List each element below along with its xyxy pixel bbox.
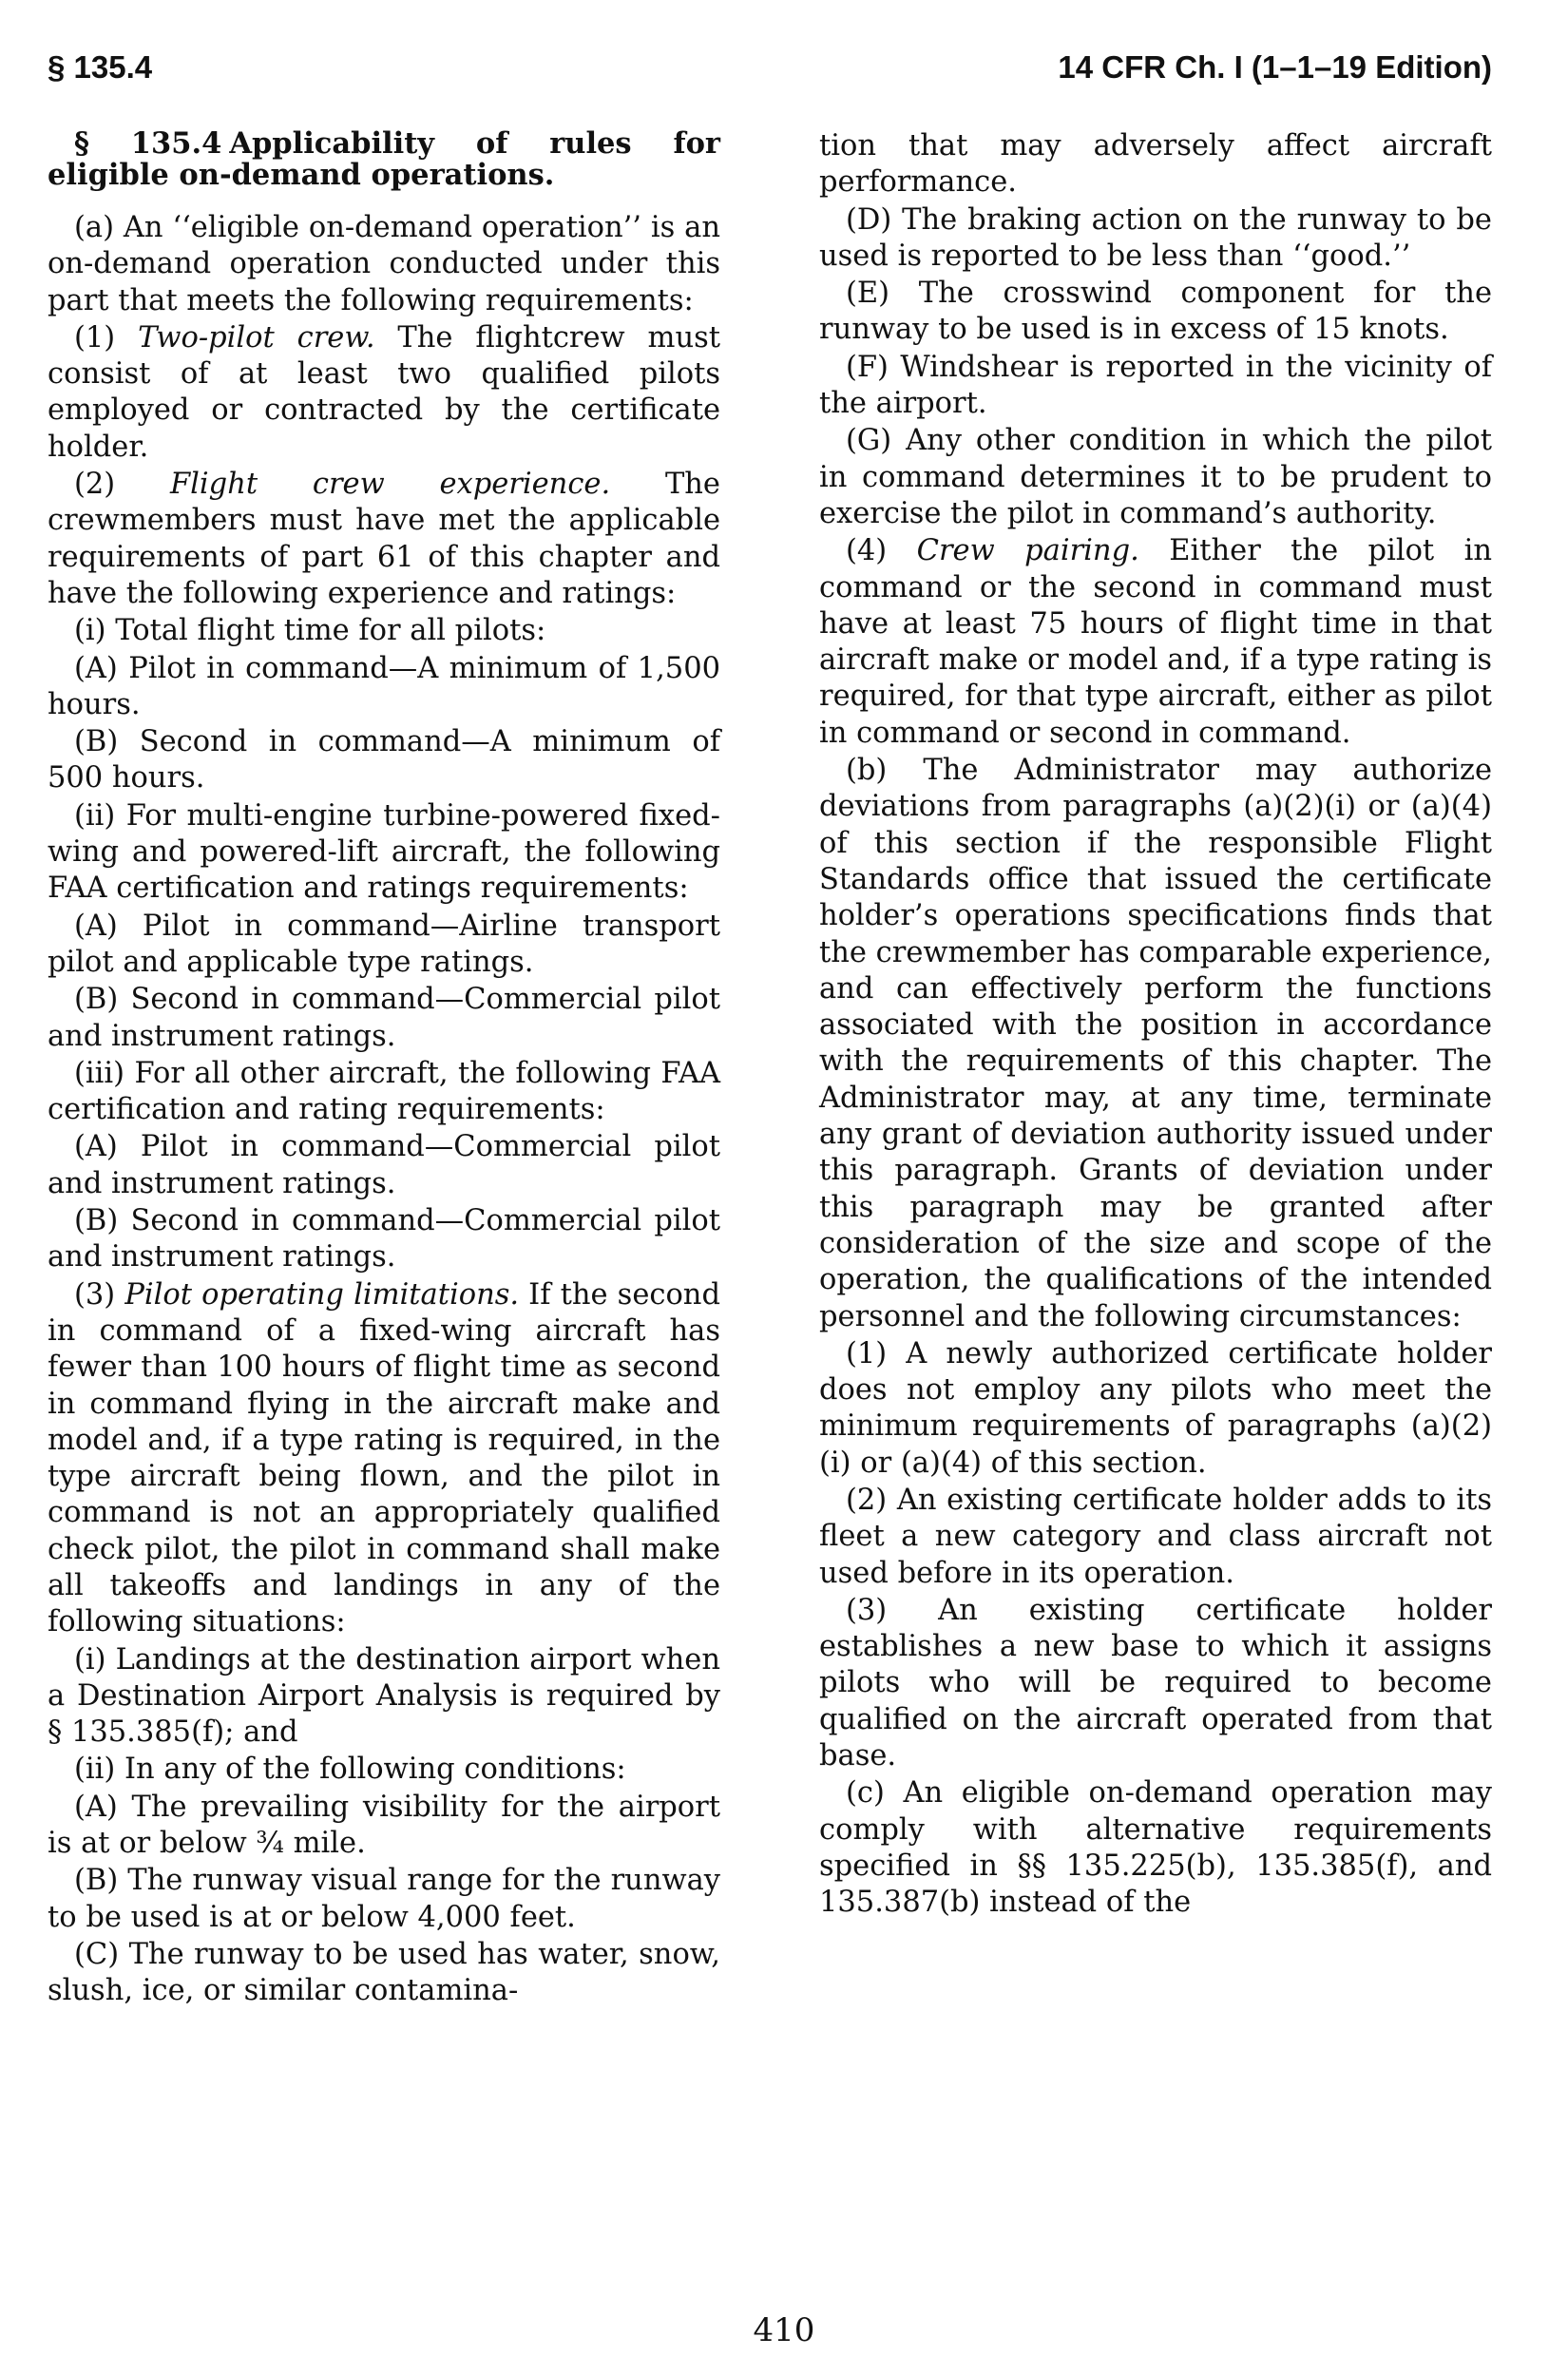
header-section-number: § 135.4 <box>48 49 153 85</box>
paragraph-a-3-ii-A: (A) The prevailing visibility for the airport is at or below ¾ mile. <box>48 1790 720 1861</box>
paragraph-a-2-ii-B: (B) Second in command—Commercial pilot and instrument ratings. <box>48 983 720 1053</box>
para-lead: (4) <box>846 534 888 568</box>
section-heading-number: § 135.4 <box>74 126 222 161</box>
paragraph-a-3-ii: (ii) In any of the following conditions: <box>74 1753 626 1787</box>
para-italic-title: Crew pairing. <box>916 534 1139 568</box>
paragraph-a: (a) An ‘‘eligible on-demand operation’’ is an on-demand operation conducted under this part that meets the following requirements: <box>48 211 720 317</box>
paragraph-a-3-ii-C-continued: tion that may adversely affect aircraft performance. <box>819 129 1492 200</box>
paragraph-a-3-ii-D: (D) The braking action on the runway to be used is reported to be less than ‘‘good.’’ <box>819 202 1492 273</box>
header-edition: 14 CFR Ch. I (1–1–19 Edition) <box>1058 49 1492 85</box>
para-body: The flightcrew must consist of at least two qualified pilots employed or contracted by the certificate holder. <box>48 320 720 464</box>
paragraph-a-2-i-A: (A) Pilot in command—A minimum of 1,500 hours. <box>48 651 720 721</box>
paragraph-a-2-iii-B: (B) Second in command—Commercial pilot and instrument ratings. <box>48 1204 720 1274</box>
paragraph-a-3-ii-C: (C) The runway to be used has water, snow, slush, ice, or similar contamina- <box>48 1937 720 2008</box>
paragraph-b-2: (2) An existing certificate holder adds to its fleet a new category and class aircraft not used before in its operation. <box>819 1483 1492 1590</box>
paragraph-a-1 <box>48 320 720 466</box>
para-lead: (1) <box>74 320 116 354</box>
left-column <box>48 128 720 2010</box>
paragraph-a-3-ii-B: (B) The runway visual range for the runway to be used is at or below 4,000 feet. <box>48 1864 720 1934</box>
paragraph-b-1: (1) A newly authorized certificate holder does not employ any pilots who meet the minimum requirements of paragraphs (a)(2)(i) or (a)(4) of this section. <box>819 1336 1492 1480</box>
paragraph-a-3-i: (i) Landings at the destination airport when a Destination Airport Analysis is required by § 135.385(f); and <box>48 1642 720 1750</box>
para-lead: (2) <box>74 468 116 502</box>
para-italic-title: Pilot operating limitations. <box>124 1277 520 1312</box>
para-italic-title: Two-pilot crew. <box>138 320 375 354</box>
right-column <box>819 128 1492 1922</box>
para-italic-title: Flight crew experience. <box>170 468 611 502</box>
paragraph-a-2-ii-A: (A) Pilot in command—Airline transport pilot and applicable type ratings. <box>48 909 720 979</box>
paragraph-a-3-ii-E: (E) The crosswind component for the runway to be used is in excess of 15 knots. <box>819 277 1492 347</box>
paragraph-a-3 <box>48 1277 720 1641</box>
paragraph-a-3-ii-F: (F) Windshear is reported in the vicinity of the airport. <box>819 350 1492 421</box>
paragraph-a-2-ii: (ii) For multi-engine turbine-powered fixed-wing and powered-lift aircraft, the following FAA certification and ratings requirements: <box>48 798 720 906</box>
para-lead: (3) <box>74 1277 116 1312</box>
para-body: Either the pilot in command or the second in command must have at least 75 hours of flight time in that aircraft make or model and, if a type rating is required, for that type aircraft, either as pilot in command or second in command. <box>819 534 1493 750</box>
section-heading-title: Applicability of rules for eligible on-demand operations. <box>48 126 720 192</box>
section-heading <box>48 128 720 191</box>
running-header <box>48 49 1492 97</box>
page-number: 410 <box>753 2311 815 2349</box>
para-body: If the second in command of a fixed-wing aircraft has fewer than 100 hours of flight time as second in command flying in the aircraft make and model and, if a type rating is required, in the type aircraft being flown, and the pilot in command is not an appropriately qualified check pilot, the pilot in command shall make all takeoffs and landings in any of the following situations: <box>48 1277 720 1639</box>
paragraph-c: (c) An eligible on-demand operation may comply with alternative requirements specified in §§ 135.225(b), 135.385(f), and 135.387(b) instead of the <box>819 1776 1492 1920</box>
para-body: The crewmembers must have met the applicable requirements of part 61 of this chapter and have the following experience and ratings: <box>48 468 720 610</box>
paragraph-a-2-iii-A: (A) Pilot in command—Commercial pilot and instrument ratings. <box>48 1130 720 1200</box>
paragraph-a-3-ii-G: (G) Any other condition in which the pilot in command determines it to be prudent to exercise the pilot in command’s authority. <box>819 424 1492 530</box>
paragraph-b: (b) The Administrator may authorize deviations from paragraphs (a)(2)(i) or (a)(4) of this section if the responsible Flight Standards office that issued the certificate holder’s operations specifications finds that the crewmember has comparable experience, and can effectively perform the functions associated with the position in accordance with the requirements of this chapter. The Administrator may, at any time, terminate any grant of deviation authority issued under this paragraph. Grants of deviation under this paragraph may be granted after consideration of the size and scope of the operation, the qualifications of the intended personnel and the following circumstances: <box>819 754 1492 1333</box>
paragraph-a-4 <box>819 533 1492 752</box>
paragraph-a-2 <box>48 467 720 612</box>
paragraph-b-3: (3) An existing certificate holder establishes a new base to which it assigns pilots who will be required to become qualified on the aircraft operated from that base. <box>819 1593 1492 1773</box>
paragraph-a-2-i-B: (B) Second in command—A minimum of 500 hours. <box>48 725 720 795</box>
paragraph-a-2-i: (i) Total flight time for all pilots: <box>74 614 546 648</box>
paragraph-a-2-iii: (iii) For all other aircraft, the following FAA certification and rating requirements: <box>48 1056 720 1127</box>
